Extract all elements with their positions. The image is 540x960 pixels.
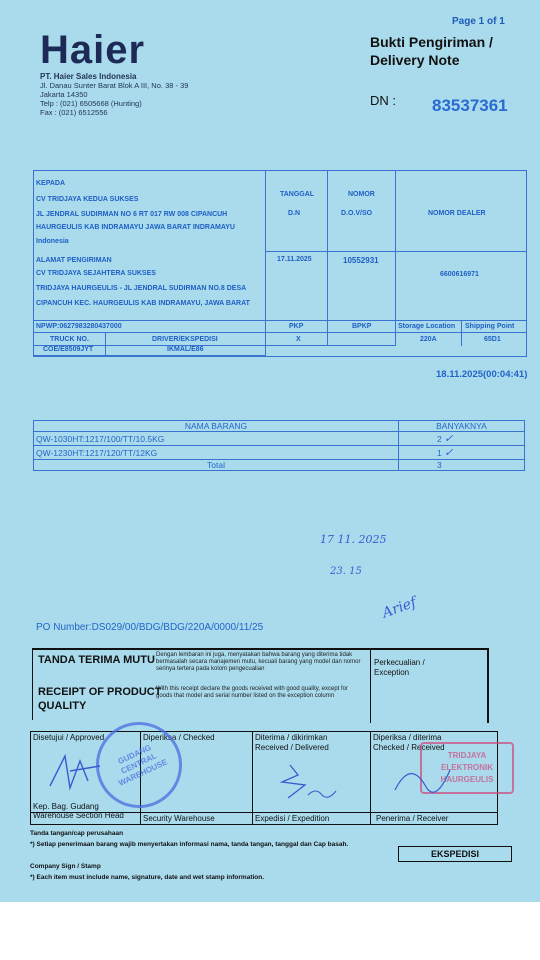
haier-logo: Haier [40,28,146,72]
approved-signature [40,746,120,796]
document-title-line1: Bukti Pengiriman / [370,34,493,50]
handwritten-time: 23. 15 [330,566,362,577]
divider [33,320,526,321]
nomor-label-2: D.O.V/SO [341,210,373,217]
kepada-address-1: JL JENDRAL SUDIRMAN NO 6 RT 017 RW 008 CIPANCUH [36,211,228,218]
alamat-address-2: CIPANCUH KEC. HAURGEULIS KAB INDRAMAYU, JAWA BARAT [36,300,250,307]
receiver-signature [390,755,460,805]
company-fax: Fax : (021) 6512556 [40,108,108,117]
divider [487,648,489,723]
pkp-label: PKP [289,323,304,330]
divider [105,332,106,356]
delivered-label: Diterima / dikirimkan Received / Delivered [255,733,329,752]
expedition-signature [270,760,340,805]
checked-label: Diperiksa / Checked [143,733,215,742]
storage-location-label: Storage Location [398,323,456,330]
document-title [370,33,493,69]
document-title-line2: Delivery Note [370,52,460,68]
warehouse-stamp-text: GUDANG CENTRAL WAREHOUSE [116,742,169,788]
kepada-label: KEPADA [36,180,66,187]
divider [33,332,526,333]
divider [252,731,253,824]
item-qty [399,446,525,460]
driver-value: IKMAL/E86 [167,346,204,353]
item-qty-value: 1 [437,448,442,458]
alamat-address-1: TRIDJAYA HAURGEULIS - JL JENDRAL SUDIRMAN NO.8 DESA [36,285,247,292]
tanggal-label-2: D.N [288,210,301,217]
item-name: QW-1230HT:1217/120/TT/12KG [34,446,399,460]
truck-label: TRUCK NO. [50,336,89,343]
alamat-label: ALAMAT PENGIRIMAN [36,257,112,264]
col-nama-barang: NAMA BARANG [34,421,399,432]
company-name: PT. Haier Sales Indonesia [40,72,137,81]
company-address-1: Jl. Danau Sunter Barat Blok A III, No. 38 - 39 [40,81,189,90]
dn-label: DN : [370,93,396,108]
truck-value: COE/E8509JYT [43,346,94,353]
dn-number: 83537361 [432,96,508,115]
npwp: NPWP:0627983280437000 [36,323,122,330]
tanggal-label-1: TANGGAL [280,191,315,198]
handwritten-date: 17 11. 2025 [320,533,387,546]
nomor-value: 10552931 [343,256,379,265]
divider [32,648,33,720]
alamat-name: CV TRIDJAYA SEJAHTERA SUKSES [36,270,156,277]
kepada-address-3: Indonesia [36,238,69,245]
shipping-point-value: 65D1 [484,336,501,343]
table-row [34,432,525,446]
storage-location-value: 220A [420,336,437,343]
exception-label: Perkecualian / Exception [374,658,425,677]
footer-line-4: *) Each item must include name, signature, date and wet stamp information. [30,874,265,881]
divider [461,320,462,346]
item-qty-value: 2 [437,434,442,444]
kepada-name: CV TRIDJAYA KEDUA SUKSES [36,196,139,203]
nomor-label-1: NOMOR [348,191,375,198]
bpkp-label: BPKP [352,323,372,330]
total-value: 3 [399,460,525,471]
signature-top: Arief [380,594,419,622]
po-number: PO Number:DS029/00/BDG/BDG/220A/0000/11/25 [36,622,264,633]
expedition-label: Expedisi / Expedition [255,814,330,823]
receipt-title-en-1: RECEIPT OF PRODUCT [38,686,162,698]
items-header-row [34,421,525,432]
divider [370,648,371,723]
total-row [34,460,525,471]
total-label: Total [34,460,399,471]
divider [32,648,488,650]
dealer-value: 6600616971 [440,271,479,278]
pkp-value: X [296,336,301,343]
tanggal-value: 17.11.2025 [277,256,312,263]
kepada-address-2: HAURGEULIS KAB INDRAMAYU JAWA BARAT INDRAMAYU [36,224,235,231]
footer-line-2: *) Setiap penerimaan barang wajib menyertakan informasi nama, tanda tangan, tanggal dan Cap basah. [30,841,349,848]
item-name: QW-1030HT:1217/100/TT/10.5KG [34,432,399,446]
security-label: Security Warehouse [143,814,215,823]
page-indicator: Page 1 of 1 [452,16,505,27]
divider [265,251,526,252]
company-telp: Telp : (021) 6505668 (Hunting) [40,99,142,108]
check-mark-icon: ✓ [444,446,454,459]
checked-received-label: Diperiksa / diterima Checked / Received [373,733,445,752]
print-timestamp: 18.11.2025(00:04:41) [436,369,528,380]
receipt-title-en-2: QUALITY [38,700,87,712]
divider [370,731,371,824]
table-row [34,446,525,460]
section-head-label: Kep. Bag. Gudang Warehouse Section Head [33,802,124,820]
shipping-point-label: Shipping Point [465,323,515,330]
receipt-text-en: With this receipt declare the goods received with good quality, except for goods that model and serial number listed on the exception column [156,686,348,699]
item-qty [399,432,525,446]
divider [265,170,266,356]
approved-label: Disetujui / Approved [33,733,105,742]
divider [33,355,266,356]
check-mark-icon: ✓ [444,432,454,445]
footer-line-1: Tanda tangan/cap perusahaan [30,830,124,837]
receipt-text-id: Dengan lembaran ini juga, menyatakan bahwa barang yang diterima tidak bermasalah secara manajemen mutu, kecuali barang yang model dan nomor serinya tertera pada kolom pengecualian [156,652,361,672]
driver-label: DRIVER/EKSPEDISI [152,336,218,343]
company-address-2: Jakarta 14350 [40,90,88,99]
receiver-label: Penerima / Receiver [376,814,449,823]
company-info [40,72,188,117]
dealer-stamp-text: TRIDJAYA ELEKTRONIK HAURGEULIS [440,751,494,784]
col-banyaknya: BANYAKNYA [399,421,525,432]
dealer-label: NOMOR DEALER [428,210,486,217]
copy-label: EKSPEDISI [398,846,512,862]
receipt-title-id: TANDA TERIMA MUTU [38,654,155,666]
footer-line-3: Company Sign / Stamp [30,863,101,870]
items-table [33,420,525,471]
